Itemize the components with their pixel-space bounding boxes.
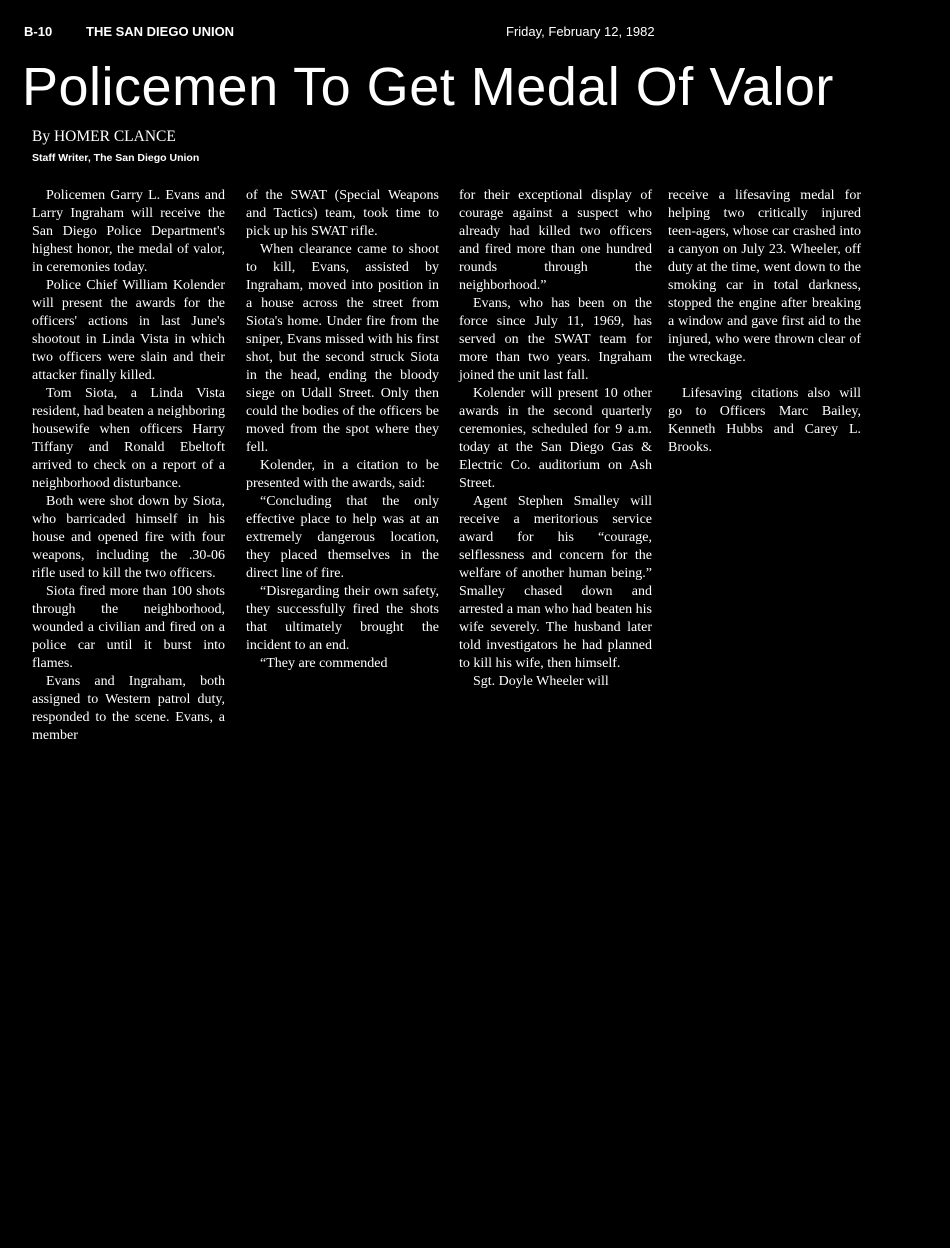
paragraph: Policemen Garry L. Evans and Larry Ingraham will receive the San Diego Police Department's highest honor, the medal of valor, in ceremonies today. (32, 188, 225, 275)
paragraph: Siota fired more than 100 shots through the neighborhood, wounded a civilian and fired on a police car until it burst into flames. (32, 584, 225, 671)
page-header (24, 24, 930, 44)
paragraph: Lifesaving citations also will go to Officers Marc Bailey, Kenneth Hubbs and Carey L. Brooks. (668, 386, 861, 455)
paragraph: Evans, who has been on the force since July 11, 1969, has served on the SWAT team for more than two years. Ingraham joined the unit last fall. (459, 296, 652, 383)
article-column-1 (32, 187, 225, 745)
paragraph: for their exceptional display of courage against a suspect who already had killed two officers and fired more than one hundred rounds through the neighborhood.” (459, 188, 652, 293)
paragraph: “Disregarding their own safety, they successfully fired the shots that ultimately brought the incident to an end. (246, 584, 439, 653)
article-column-3 (459, 187, 652, 691)
article-column-2 (246, 187, 439, 673)
publication-date: Friday, February 12, 1982 (506, 24, 655, 39)
paragraph: receive a lifesaving medal for helping two critically injured teen-agers, whose car crashed into a canyon on July 23. Wheeler, off duty at the time, went down to the smoking car in total darkness, stopped the engine after breaking a window and gave first aid to the injured, who were thrown clear of the wreckage. (668, 188, 861, 365)
paragraph: Police Chief William Kolender will present the awards for the officers' actions in last June's shootout in Linda Vista in which two officers were slain and their attacker finally killed. (32, 278, 225, 383)
newspaper-name: THE SAN DIEGO UNION (86, 24, 235, 39)
byline: By HOMER CLANCE (32, 128, 176, 145)
paragraph: Kolender will present 10 other awards in the second quarterly ceremonies, scheduled for 9 a.m. today at the San Diego Gas & Electric Co. auditorium on Ash Street. (459, 386, 652, 491)
paragraph: When clearance came to shoot to kill, Evans, assisted by Ingraham, moved into position in a house across the street from Siota's home. Under fire from the sniper, Evans missed with his first shot, but the second struck Siota in the head, ending the bloody siege on Udall Street. Only then could the bodies of the officers be moved from the spot where they fell. (246, 242, 439, 455)
page-number: B-10 (24, 24, 53, 39)
article-column-4 (668, 187, 861, 457)
paragraph: Sgt. Doyle Wheeler will (473, 674, 609, 689)
paragraph: Both were shot down by Siota, who barricaded himself in his house and opened fire with four weapons, including the .30-06 rifle used to kill the two officers. (32, 494, 225, 581)
paragraph: Tom Siota, a Linda Vista resident, had beaten a neighboring housewife when officers Harry Tiffany and Ronald Ebeltoft arrived to check on a report of a neighborhood disturbance. (32, 386, 225, 491)
paragraph: Evans and Ingraham, both assigned to Western patrol duty, responded to the scene. Evans, a member (32, 674, 225, 743)
paragraph: “Concluding that the only effective place to help was at an extremely dangerous location, they placed themselves in the direct line of fire. (246, 494, 439, 581)
staff-credit: Staff Writer, The San Diego Union (32, 152, 200, 164)
article-headline: Policemen To Get Medal Of Valor (22, 57, 834, 117)
paragraph: Kolender, in a citation to be presented with the awards, said: (246, 458, 439, 491)
paragraph: “They are commended (260, 656, 388, 671)
paragraph: of the SWAT (Special Weapons and Tactics) team, took time to pick up his SWAT rifle. (246, 188, 439, 239)
paragraph: Agent Stephen Smalley will receive a meritorious service award for his “courage, selflessness and concern for the welfare of another human being.” Smalley chased down and arrested a man who had beaten his wife severely. The husband later told investigators he had planned to kill his wife, then himself. (459, 494, 652, 671)
